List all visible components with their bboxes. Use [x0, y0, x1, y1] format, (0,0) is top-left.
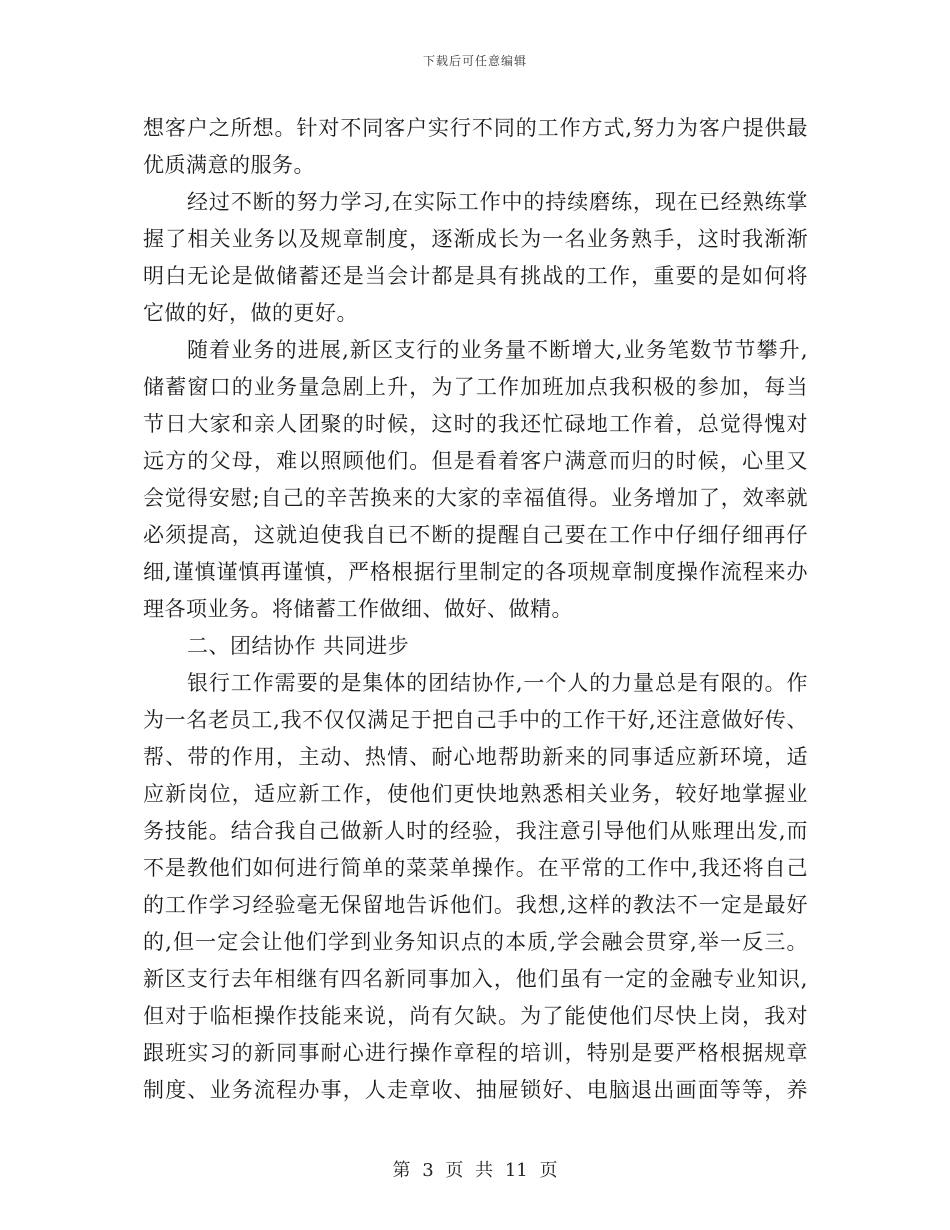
- text-line: 务技能。结合我自己做新人时的经验，我注意引导他们从账理出发,而: [143, 819, 808, 843]
- text-line: 必须提高，这就迫使我自已不断的提醒自己要在工作中仔细仔细再仔: [143, 523, 808, 547]
- text-line: 银行工作需要的是集体的团结协作,一个人的力量总是有限的。作: [187, 671, 808, 695]
- text-line: 为一名老员工,我不仅仅满足于把自己手中的工作干好,还注意做好传、: [143, 708, 808, 732]
- text-line: 的,但一定会让他们学到业务知识点的本质,学会融会贯穿,举一反三。: [143, 930, 808, 954]
- text-line: 会觉得安慰;自己的辛苦换来的大家的幸福值得。业务增加了，效率就: [143, 486, 808, 510]
- text-line: 优质满意的服务。: [143, 153, 315, 177]
- text-line: 制度、业务流程办事，人走章收、抽屉锁好、电脑退出画面等等，养: [143, 1078, 808, 1102]
- text-line: 理各项业务。将储蓄工作做细、做好、做精。: [143, 597, 573, 621]
- text-line: 握了相关业务以及规章制度，逐渐成长为一名业务熟手，这时我渐渐: [143, 227, 808, 251]
- document-body: [143, 110, 808, 1109]
- text-line: 节日大家和亲人团聚的时候，这时的我还忙碌地工作着，总觉得愧对: [143, 412, 808, 436]
- text-line: 新区支行去年相继有四名新同事加入，他们虽有一定的金融专业知识,: [143, 967, 808, 991]
- text-line: 跟班实习的新同事耐心进行操作章程的培训，特别是要严格根据规章: [143, 1041, 808, 1065]
- text-line: 明白无论是做储蓄还是当会计都是具有挑战的工作，重要的是如何将: [143, 264, 808, 288]
- text-line: 帮、带的作用，主动、热情、耐心地帮助新来的同事适应新环境，适: [143, 745, 808, 769]
- text-line: 细,谨慎谨慎再谨慎，严格根据行里制定的各项规章制度操作流程来办: [143, 560, 808, 584]
- text-line: 经过不断的努力学习,在实际工作中的持续磨练，现在已经熟练掌: [187, 190, 808, 214]
- text-line: 但对于临柜操作技能来说，尚有欠缺。为了能使他们尽快上岗，我对: [143, 1004, 808, 1028]
- text-line: 想客户之所想。针对不同客户实行不同的工作方式,努力为客户提供最: [143, 116, 808, 140]
- text-line: 的工作学习经验毫无保留地告诉他们。我想,这样的教法不一定是最好: [143, 893, 808, 917]
- text-line: 不是教他们如何进行简单的菜菜单操作。在平常的工作中,我还将自己: [143, 856, 808, 880]
- text-line: 远方的父母，难以照顾他们。但是看着客户满意而归的时候，心里又: [143, 449, 808, 473]
- page-header: 下载后可任意编辑: [422, 54, 527, 68]
- text-line: 随着业务的进展,新区支行的业务量不断增大,业务笔数节节攀升,: [187, 338, 808, 362]
- text-line: 应新岗位，适应新工作，使他们更快地熟悉相关业务，较好地掌握业: [143, 782, 808, 806]
- page-footer: 第 3 页 共 11 页: [392, 1160, 558, 1181]
- text-line: 它做的好，做的更好。: [143, 301, 358, 325]
- text-line: 二、团结协作 共同进步: [187, 634, 410, 658]
- text-line: 储蓄窗口的业务量急剧上升，为了工作加班加点我积极的参加，每当: [143, 375, 808, 399]
